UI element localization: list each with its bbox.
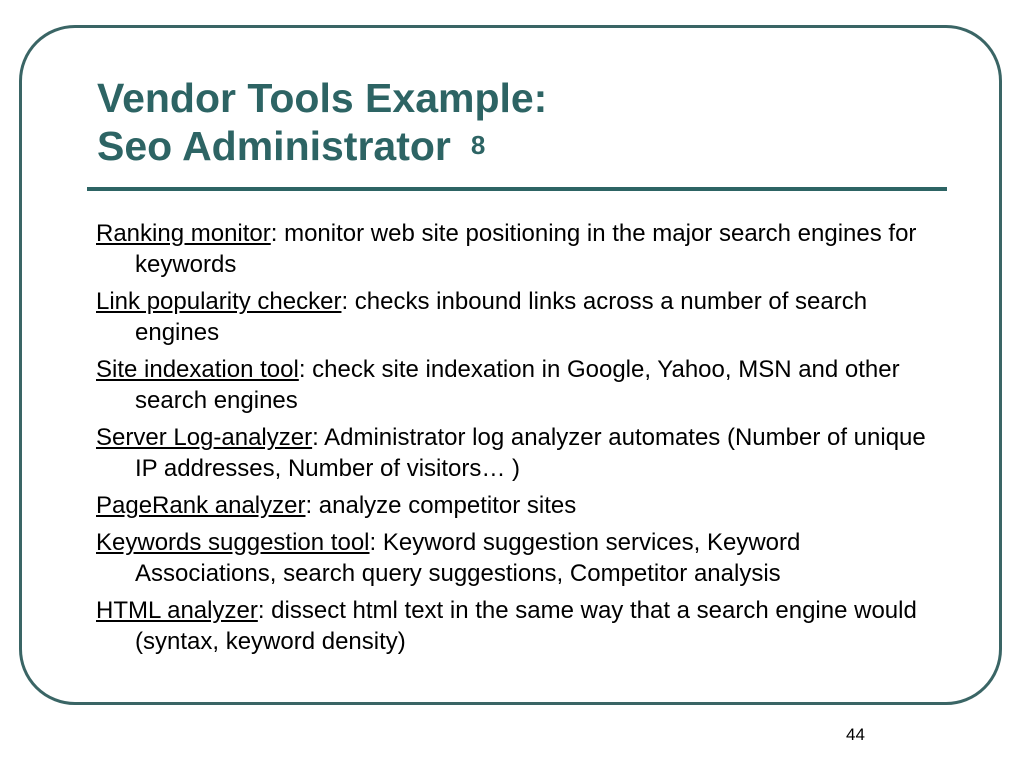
bullet-term: Server Log-analyzer: [96, 424, 313, 451]
bullet-term: Keywords suggestion tool: [96, 529, 370, 556]
bullet-term: Link popularity checker: [96, 288, 342, 315]
bullet-term: PageRank analyzer: [96, 492, 306, 519]
title-line-2: [97, 122, 547, 175]
bullet-list: [96, 218, 946, 663]
title-divider: [87, 187, 947, 191]
bullet-item-ranking-monitor: [96, 218, 946, 280]
bullet-term: HTML analyzer: [96, 597, 258, 624]
bullet-item-server-log-analyzer: [96, 422, 946, 484]
title-line-2-text: Seo Administrator: [97, 123, 451, 169]
bullet-item-site-indexation-tool: [96, 354, 946, 416]
bullet-item-link-popularity-checker: [96, 286, 946, 348]
bullet-description: : Administrator log analyzer automates (Number of unique IP addresses, Number of visitors… ): [135, 424, 926, 482]
title-superscript: 8: [470, 130, 486, 160]
bullet-description: : analyze competitor sites: [305, 492, 577, 519]
slide-title: [97, 74, 547, 175]
bullet-description: : checks inbound links across a number of search engines: [135, 288, 868, 346]
bullet-item-pagerank-analyzer: [96, 490, 946, 521]
bullet-description: : monitor web site positioning in the major search engines for keywords: [135, 220, 917, 278]
bullet-description: : check site indexation in Google, Yahoo, MSN and other search engines: [135, 356, 900, 414]
bullet-term: Site indexation tool: [96, 356, 299, 383]
bullet-description: : dissect html text in the same way that a search engine would (syntax, keyword density): [135, 597, 917, 655]
page-number: 44: [846, 725, 865, 744]
title-line-1: Vendor Tools Example:: [97, 75, 548, 121]
bullet-term: Ranking monitor: [96, 220, 271, 247]
bullet-description: : Keyword suggestion services, Keyword Associations, search query suggestions, Competitor analysis: [135, 529, 801, 587]
bullet-item-keywords-suggestion-tool: [96, 527, 946, 589]
bullet-item-html-analyzer: [96, 595, 946, 657]
